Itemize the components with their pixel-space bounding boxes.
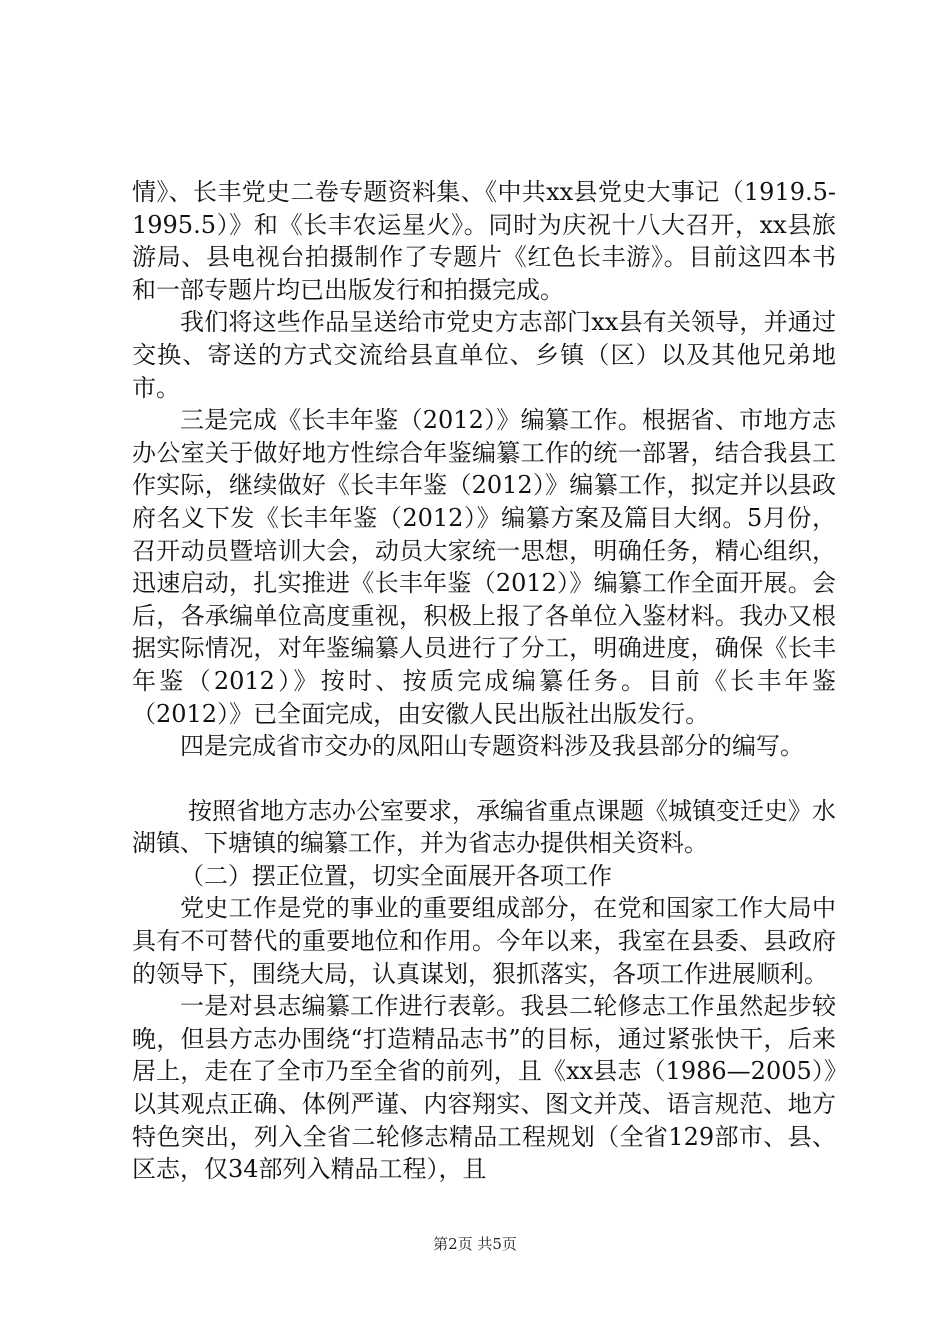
page-number: 第2页 共5页: [433, 1235, 517, 1253]
paragraph-continuation: 情》、长丰党史二卷专题资料集、《中共xx县党史大事记（1919.5-1995.5）》和《长丰农运星火》。同时为庆祝十八大召开，xx县旅游局、县电视台拍摄制作了专题片《红色长丰游》。目前这四本书和一部专题片均已出版发行和拍摄完成。: [132, 178, 836, 304]
paragraph-town-history: 按照省地方志办公室要求，承编省重点课题《城镇变迁史》水湖镇、下塘镇的编纂工作，并为省志办提供相关资料。: [132, 796, 836, 858]
paragraph-commendation: 一是对县志编纂工作进行表彰。我县二轮修志工作虽然起步较晚，但县方志办围绕“打造精品志书”的目标，通过紧张快干，后来居上，走在了全市乃至全省的前列，且《xx县志（1986—2005）》以其观点正确、体例严谨、内容翔实、图文并茂、语言规范、地方特色突出，列入全省二轮修志精品工程规划（全省129部市、县、区志，仅34部列入精品工程），且: [132, 992, 836, 1184]
paragraph-distribution: 我们将这些作品呈送给市党史方志部门xx县有关领导，并通过交换、寄送的方式交流给县直单位、乡镇（区）以及其他兄弟地市。: [132, 308, 836, 402]
document-body: [132, 176, 836, 1186]
paragraph-fengyang: 四是完成省市交办的凤阳山专题资料涉及我县部分的编写。: [180, 732, 804, 761]
section-heading: （二）摆正位置，切实全面展开各项工作: [180, 861, 612, 890]
paragraph-party-history: 党史工作是党的事业的重要组成部分，在党和国家工作大局中具有不可替代的重要地位和作用。今年以来，我室在县委、县政府的领导下，围绕大局，认真谋划，狠抓落实，各项工作进展顺利。: [132, 894, 836, 988]
paragraph-yearbook: 三是完成《长丰年鉴（2012）》编纂工作。根据省、市地方志办公室关于做好地方性综合年鉴编纂工作的统一部署，结合我县工作实际，继续做好《长丰年鉴（2012）》编纂工作，拟定并以县政府名义下发《长丰年鉴（2012）》编纂方案及篇目大纲。5月份，召开动员暨培训大会，动员大家统一思想，明确任务，精心组织，迅速启动，扎实推进《长丰年鉴（2012）》编纂工作全面开展。会后，各承编单位高度重视，积极上报了各单位入鉴材料。我办又根据实际情况，对年鉴编纂人员进行了分工，明确进度，确保《长丰年鉴（2012）》按时、按质完成编纂任务。目前《长丰年鉴（2012）》已全面完成，由安徽人民出版社出版发行。: [132, 406, 836, 728]
